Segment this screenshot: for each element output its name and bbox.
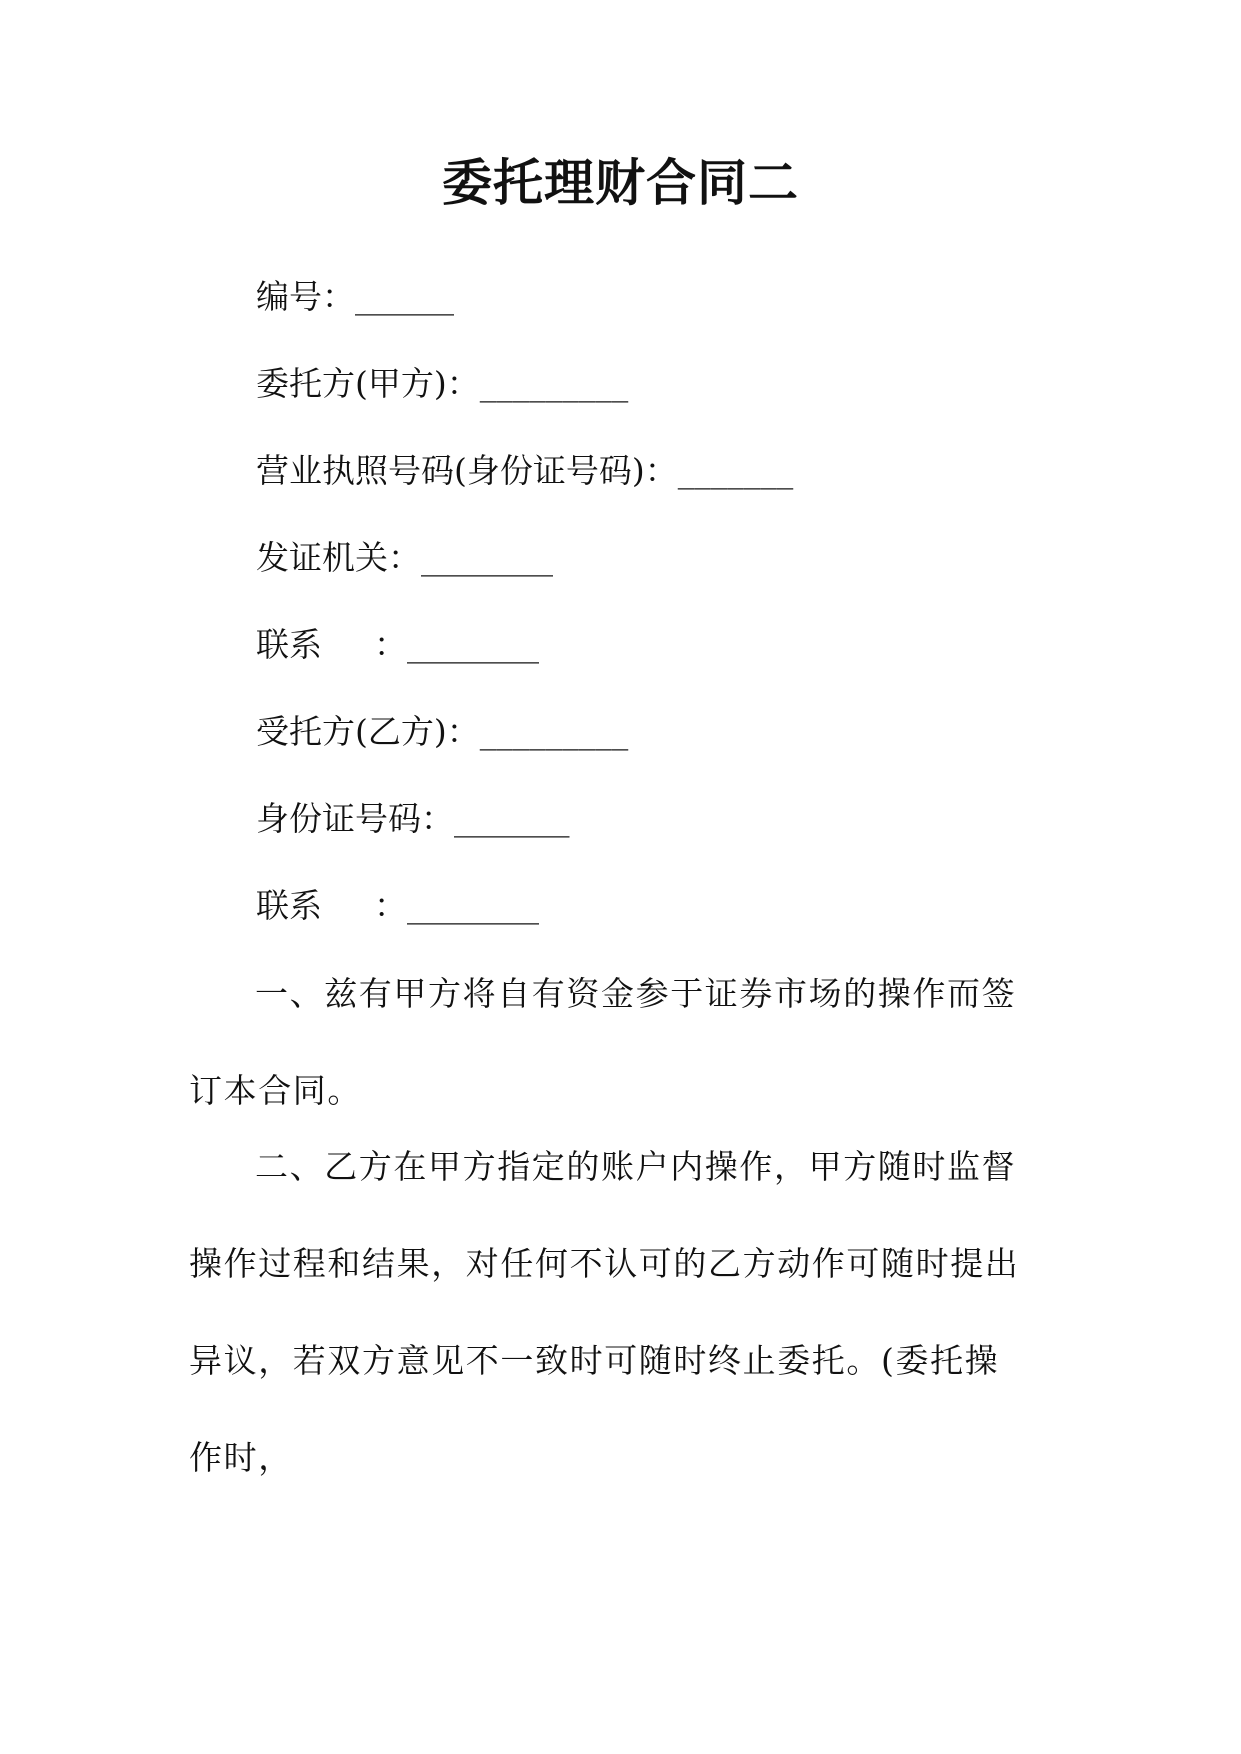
clause-1: 一、兹有甲方将自有资金参于证券市场的操作而签订本合同。 [189, 974, 1017, 1110]
field-id-number: 身份证号码：_______ [256, 799, 570, 838]
field-label: 联系 [256, 886, 322, 925]
field-blank: ：________ [374, 886, 539, 925]
field-issuing-authority: 发证机关：________ [256, 538, 553, 577]
field-party-a: 委托方(甲方)：_________ [256, 364, 629, 403]
field-blank: ：________ [374, 625, 539, 664]
field-party-a-contact [256, 623, 539, 667]
field-party-b: 受托方(乙方)：_________ [256, 712, 629, 751]
field-contract-number: 编号：______ [256, 277, 454, 316]
field-label: 联系 [256, 625, 322, 664]
clause-2: 二、乙方在甲方指定的账户内操作，甲方随时监督操作过程和结果，对任何不认可的乙方动作可随时提出异议，若双方意见不一致时可随时终止委托。(委托操作时， [189, 1147, 1020, 1477]
field-party-b-contact [256, 884, 539, 928]
document-title: 委托理财合同二 [442, 153, 799, 212]
field-business-license-number: 营业执照号码(身份证号码)：_______ [256, 451, 794, 490]
